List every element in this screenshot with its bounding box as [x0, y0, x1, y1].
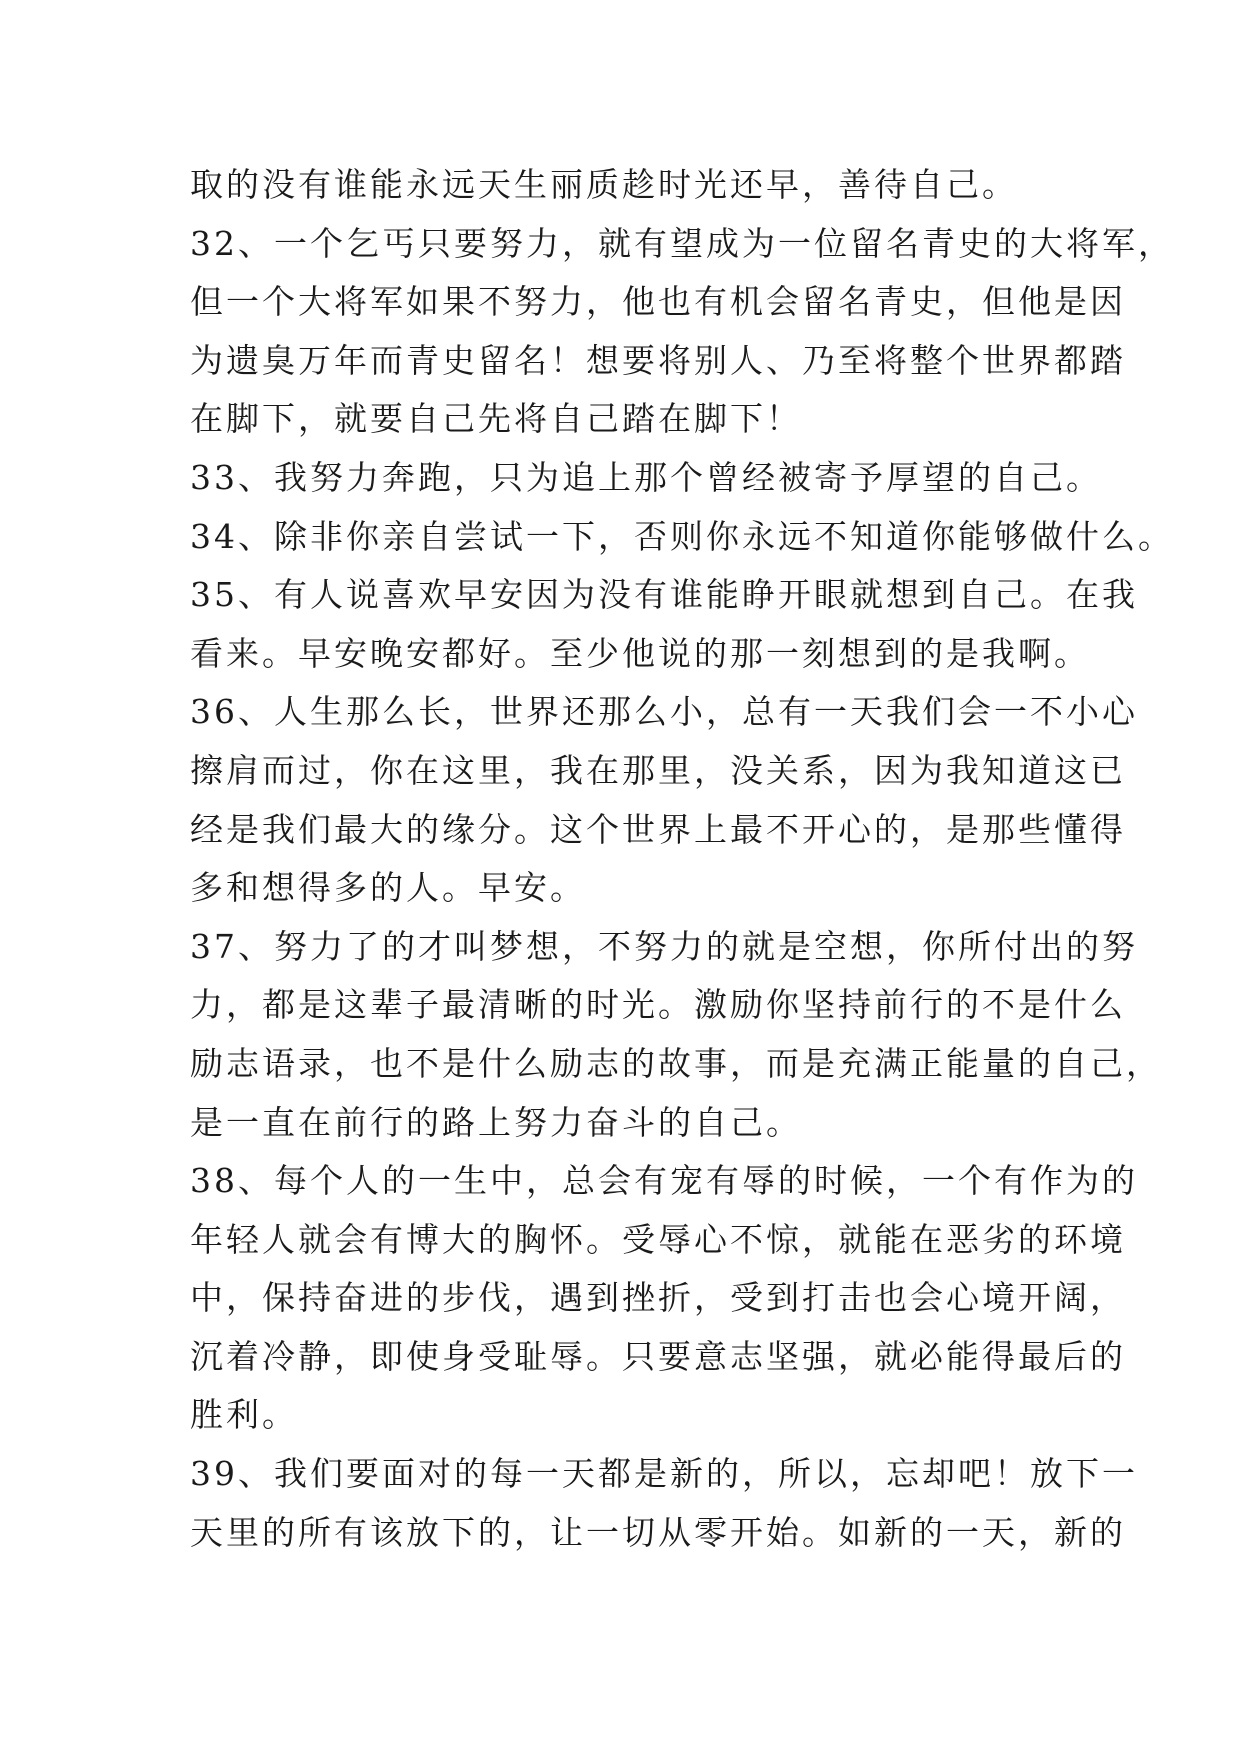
text-line: 取的没有谁能永远天生丽质趁时光还早，善待自己。	[190, 165, 1018, 204]
text-line: 天里的所有该放下的，让一切从零开始。如新的一天，新的	[190, 1512, 1126, 1552]
text-line: 36、人生那么长，世界还那么小，总有一天我们会一不小心	[190, 692, 1138, 732]
text-line: 励志语录，也不是什么励志的故事，而是充满正能量的自己，	[190, 1043, 1162, 1083]
text-line: 经是我们最大的缘分。这个世界上最不开心的，是那些懂得	[190, 809, 1126, 849]
text-line: 擦肩而过，你在这里，我在那里，没关系，因为我知道这已	[190, 750, 1126, 790]
text-line: 看来。早安晚安都好。至少他说的那一刻想到的是我啊。	[190, 633, 1090, 673]
text-line: 34、除非你亲自尝试一下，否则你永远不知道你能够做什么。	[190, 516, 1174, 556]
text-line: 33、我努力奔跑，只为追上那个曾经被寄予厚望的自己。	[190, 457, 1102, 497]
text-line: 力，都是这辈子最清晰的时光。激励你坚持前行的不是什么	[190, 985, 1126, 1025]
text-line: 胜利。	[190, 1395, 298, 1435]
text-line: 但一个大将军如果不努力，他也有机会留名青史，但他是因	[190, 282, 1126, 322]
text-line: 为遗臭万年而青史留名！想要将别人、乃至将整个世界都踏	[190, 340, 1126, 380]
text-line: 在脚下，就要自己先将自己踏在脚下！	[190, 399, 802, 439]
body-text	[190, 156, 1174, 1562]
text-line: 中，保持奋进的步伐，遇到挫折，受到打击也会心境开阔，	[190, 1278, 1126, 1318]
text-line: 39、我们要面对的每一天都是新的，所以，忘却吧！放下一	[190, 1454, 1138, 1494]
text-line: 37、努力了的才叫梦想，不努力的就是空想，你所付出的努	[190, 926, 1138, 966]
text-line: 38、每个人的一生中，总会有宠有辱的时候，一个有作为的	[190, 1161, 1138, 1201]
text-line: 年轻人就会有博大的胸怀。受辱心不惊，就能在恶劣的环境	[190, 1219, 1126, 1259]
text-line: 多和想得多的人。早安。	[190, 868, 586, 908]
text-line: 是一直在前行的路上努力奋斗的自己。	[190, 1102, 802, 1142]
text-line: 35、有人说喜欢早安因为没有谁能睁开眼就想到自己。在我	[190, 575, 1138, 615]
text-line: 32、一个乞丐只要努力，就有望成为一位留名青史的大将军，	[190, 223, 1174, 263]
text-line: 沉着冷静，即使身受耻辱。只要意志坚强，就必能得最后的	[190, 1336, 1126, 1376]
